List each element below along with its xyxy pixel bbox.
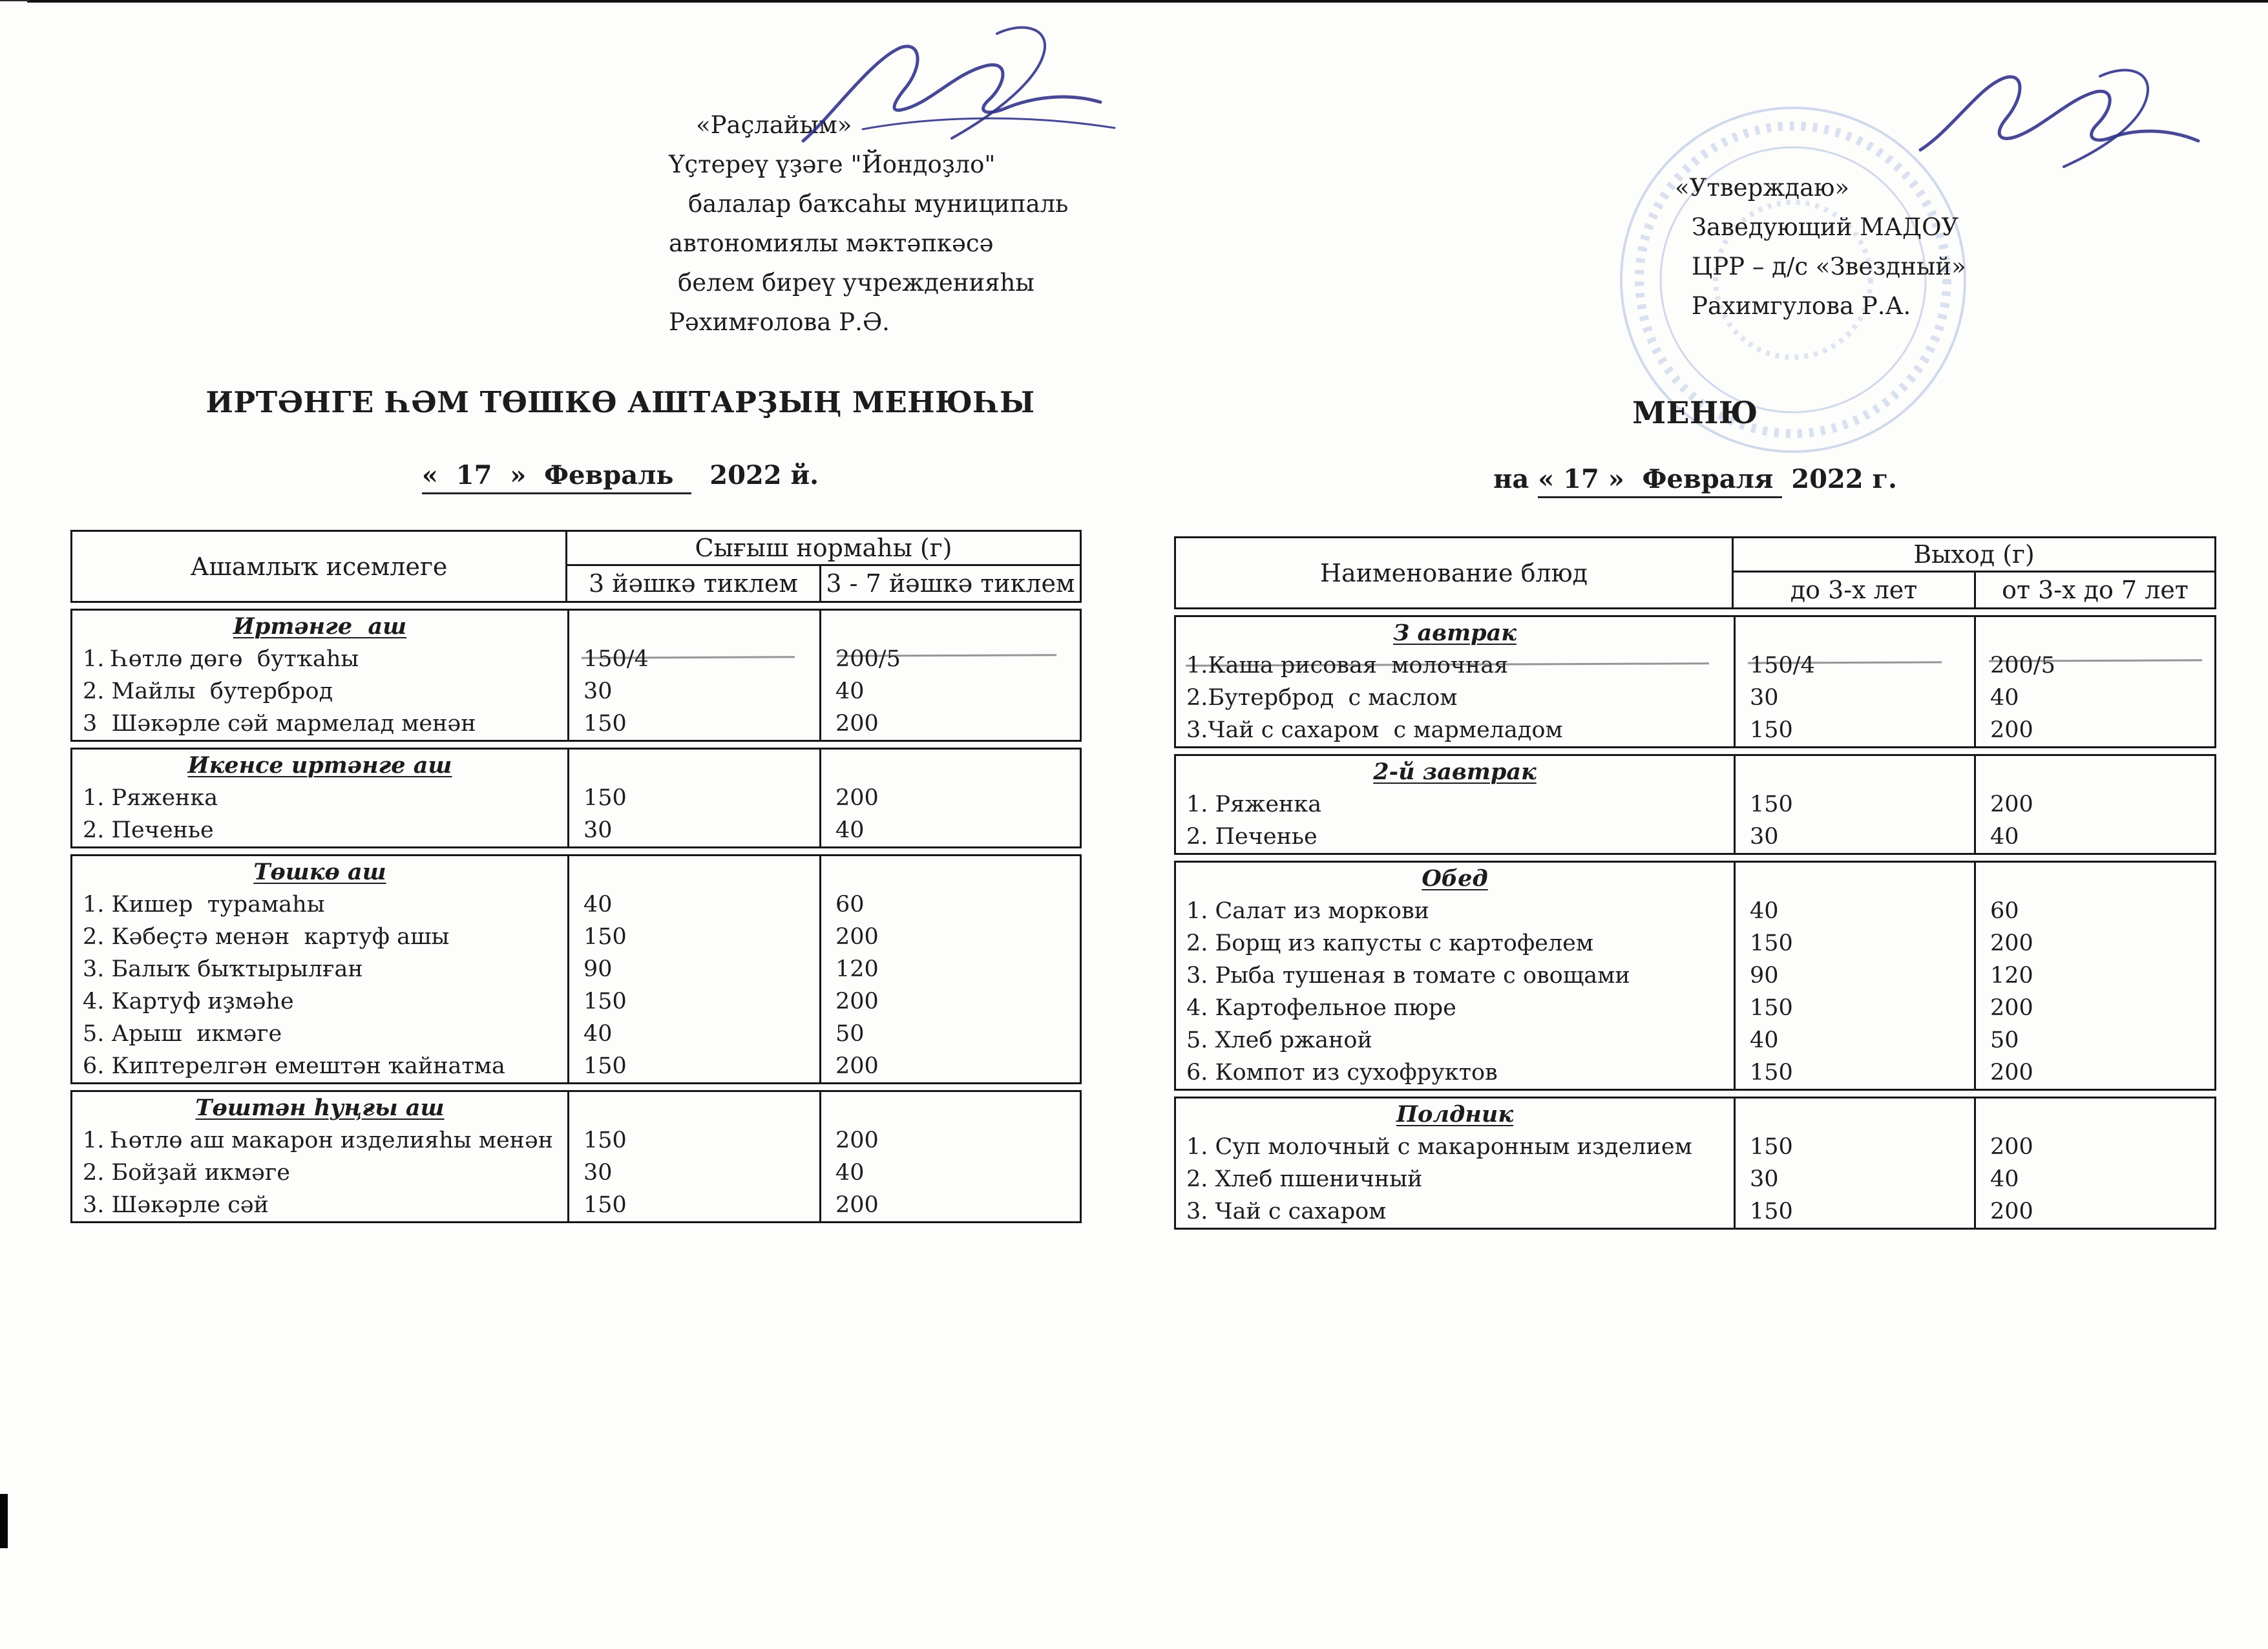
portion-value: 30 [1750, 824, 1779, 850]
spacer [1976, 756, 2214, 788]
spacer [821, 856, 1080, 888]
dish-name: 1. Һөтлө аш макарон изделияһы менән [83, 1128, 554, 1153]
portion-value: 30 [583, 678, 613, 704]
spacer [821, 750, 1080, 782]
portion-value: 50 [1990, 1027, 2019, 1053]
spacer [1736, 863, 1974, 895]
portion-value: 40 [1990, 824, 2019, 850]
dish-name: 2. Печенье [1186, 824, 1318, 850]
dish-column [1176, 863, 1734, 1089]
table-header [1174, 536, 2216, 609]
column-header-under3: 3 йәшкә тиклем [588, 569, 798, 598]
approval-line: ЦРР – д/с «Звездный» [1692, 253, 1966, 280]
dish-column [1176, 617, 1734, 746]
spacer [1976, 863, 2214, 895]
portion-value: 200 [1990, 1060, 2033, 1086]
portion-value: 40 [583, 1021, 613, 1047]
dish-column [72, 1092, 567, 1221]
dish-column [1176, 756, 1734, 853]
portion-value: 150 [1750, 1199, 1793, 1224]
dish-column [72, 856, 567, 1082]
section-title-text: Төшкө аш [253, 859, 386, 885]
section-title [72, 611, 567, 643]
portion-column-older [1974, 617, 2214, 746]
section-title-text: Полдник [1396, 1101, 1513, 1128]
dish-column [72, 750, 567, 846]
signature-ink-right-icon [1907, 52, 2211, 184]
spacer [1736, 1098, 1974, 1131]
approval-line: «Утверждаю» [1675, 174, 1849, 202]
menu-table-left [70, 530, 1082, 1223]
menu-section-afternoon [70, 1090, 1082, 1223]
portion-value: 150 [583, 989, 627, 1014]
dish-name: 3 Шәкәрле сәй мармелад менән [83, 711, 476, 737]
section-title [1176, 617, 1734, 649]
portion-value: 30 [583, 817, 613, 843]
approval-line: Заведующий МАДОУ [1692, 213, 1959, 241]
portion-column-older [819, 856, 1080, 1082]
dish-name: 2. Кәбеҫтә менән картуф ашы [83, 924, 450, 950]
portion-value: 90 [1750, 963, 1779, 989]
portion-value: 150 [583, 711, 627, 737]
portion-value: 200 [1990, 1199, 2033, 1224]
menu-section-breakfast [70, 609, 1082, 742]
portion-value: 200 [1990, 995, 2033, 1021]
portion-value: 40 [1990, 1166, 2019, 1192]
portion-value: 150 [583, 1128, 627, 1153]
dish-name: 3. Шәкәрле сәй [83, 1192, 269, 1218]
dish-name: 6. Компот из сухофруктов [1186, 1060, 1498, 1086]
portion-value: 200 [1990, 792, 2033, 817]
menu-table-right [1174, 536, 2216, 1230]
column-header-dishes: Ашамлыҡ исемлеге [72, 532, 567, 601]
date-underlined: « 17 » Февраля [1538, 464, 1782, 498]
approval-line: Рәхимғолова Р.Ә. [669, 308, 890, 336]
portion-value: 200 [835, 711, 879, 737]
approval-line: автономиялы мәктәпкәсә [669, 229, 994, 257]
portion-value: 40 [583, 892, 613, 918]
sub-headers [567, 566, 1080, 601]
portion-value: 200 [835, 1128, 879, 1153]
dish-name: 1. Кишер турамаһы [83, 892, 325, 918]
portion-value: 150 [1750, 1134, 1793, 1160]
portion-value: 120 [835, 956, 879, 982]
portion-value: 150/4 [583, 646, 649, 672]
spacer [1976, 617, 2214, 649]
section-title-text: Икенсе иртәнге аш [187, 752, 452, 779]
section-title-text: 2-й завтрак [1373, 759, 1537, 785]
signature-ink-left-icon [792, 14, 1128, 166]
date-rest: 2022 й. [691, 460, 819, 490]
dish-name: 3.Чай с сахаром с мармеладом [1186, 717, 1563, 743]
section-title-text: Иртәнге аш [233, 613, 407, 640]
section-title-text: Төштән һуңғы аш [195, 1095, 445, 1121]
portion-value: 150 [1750, 995, 1793, 1021]
portion-value: 200/5 [835, 646, 901, 672]
portion-value: 90 [583, 956, 613, 982]
portion-value: 200 [835, 989, 879, 1014]
dish-name: 1. Суп молочный с макаронным изделием [1186, 1134, 1692, 1160]
spacer [1736, 617, 1974, 649]
portion-value: 200 [1990, 930, 2033, 956]
portion-column-younger [1734, 756, 1974, 853]
portion-value: 200 [835, 1192, 879, 1218]
dish-name: 1.Каша рисовая молочная [1186, 653, 1509, 678]
portion-value: 150 [1750, 930, 1793, 956]
group-header-output: Выход (г) [1734, 538, 2214, 572]
column-header-group [567, 532, 1080, 601]
approval-line: Үҫтереү үҙәге "Йондоҙло" [669, 151, 996, 178]
menu-section-second-breakfast [70, 748, 1082, 848]
portion-value: 30 [1750, 1166, 1779, 1192]
portion-value: 150 [1750, 792, 1793, 817]
dish-name: 2. Бойҙай икмәге [83, 1160, 290, 1186]
portion-value: 60 [835, 892, 865, 918]
portion-value: 150 [1750, 1060, 1793, 1086]
portion-value: 200 [835, 1053, 879, 1079]
menu-title-right: МЕНЮ [1632, 395, 1758, 431]
section-title-text: З автрак [1393, 620, 1517, 646]
portion-value: 150 [1750, 717, 1793, 743]
date-line-right [1174, 464, 2216, 494]
menu-section-breakfast [1174, 615, 2216, 748]
spacer [569, 611, 819, 643]
portion-value: 40 [1750, 898, 1779, 924]
scan-edge-artifact [27, 0, 2268, 3]
dish-name: 2. Борщ из капусты с картофелем [1186, 930, 1594, 956]
portion-value: 60 [1990, 898, 2019, 924]
dish-name: 3. Балыҡ быҡтырылған [83, 956, 363, 982]
scan-edge-artifact [0, 0, 30, 1]
approval-block-right [1675, 168, 1966, 326]
dish-name: 1. Салат из моркови [1186, 898, 1429, 924]
menu-section-lunch [1174, 861, 2216, 1091]
portion-column-younger [567, 750, 819, 846]
spacer [1976, 1098, 2214, 1131]
portion-column-younger [1734, 617, 1974, 746]
menu-section-afternoon [1174, 1097, 2216, 1230]
portion-column-younger [1734, 863, 1974, 1089]
column-header-group [1734, 538, 2214, 607]
sub-headers [1734, 572, 2214, 607]
portion-value: 40 [1750, 1027, 1779, 1053]
portion-value: 150 [583, 924, 627, 950]
portion-column-older [1974, 1098, 2214, 1228]
dish-name: 3. Чай с сахаром [1186, 1199, 1387, 1224]
spacer [821, 1092, 1080, 1124]
portion-column-younger [567, 1092, 819, 1221]
dish-name: 2. Майлы бутерброд [83, 678, 333, 704]
portion-column-younger [567, 856, 819, 1082]
column-header-under3: до 3-х лет [1790, 576, 1918, 604]
dish-name: 1. Һөтлө дөгө бутҡаһы [83, 646, 359, 672]
dish-name: 3. Рыба тушеная в томате с овощами [1186, 963, 1630, 989]
portion-value: 30 [583, 1160, 613, 1186]
portion-value: 200 [1990, 717, 2033, 743]
date-prefix: на [1493, 464, 1538, 494]
section-title [72, 750, 567, 782]
scan-edge-artifact [0, 1494, 8, 1548]
portion-value: 40 [835, 678, 865, 704]
portion-value: 150 [583, 1053, 627, 1079]
portion-column-older [1974, 756, 2214, 853]
dish-name: 1. Ряженка [83, 785, 218, 811]
portion-value: 200 [1990, 1134, 2033, 1160]
date-underlined: « 17 » Февраль [422, 460, 692, 494]
portion-value: 120 [1990, 963, 2033, 989]
portion-column-younger [567, 611, 819, 740]
dish-name: 4. Картофельное пюре [1186, 995, 1456, 1021]
date-rest: 2022 г. [1782, 464, 1897, 494]
spacer [569, 750, 819, 782]
portion-value: 40 [1990, 685, 2019, 711]
date-line-left [129, 460, 1111, 490]
dish-column [1176, 1098, 1734, 1228]
portion-value: 150/4 [1750, 653, 1815, 678]
portion-value: 40 [835, 1160, 865, 1186]
section-title [72, 1092, 567, 1124]
dish-name: 2. Хлеб пшеничный [1186, 1166, 1423, 1192]
portion-value: 40 [835, 817, 865, 843]
portion-value: 50 [835, 1021, 865, 1047]
portion-column-older [819, 611, 1080, 740]
table-header [70, 530, 1082, 603]
dish-name: 4. Картуф иҙмәһе [83, 989, 294, 1014]
approval-line: белем биреү учрежденияһы [678, 269, 1034, 297]
menu-section-lunch [70, 854, 1082, 1084]
column-header-3to7: от 3-х до 7 лет [1974, 572, 2214, 607]
dish-name: 2.Бутерброд с маслом [1186, 685, 1458, 711]
section-title [1176, 756, 1734, 788]
spacer [1736, 756, 1974, 788]
dish-column [72, 611, 567, 740]
column-header-3to7: 3 - 7 йәшкә тиклем [819, 566, 1080, 601]
spacer [821, 611, 1080, 643]
menu-title-left: ИРТӘНГЕ ҺӘМ ТӨШКӨ АШТАРҘЫҢ МЕНЮҺЫ [205, 385, 1035, 419]
portion-value: 30 [1750, 685, 1779, 711]
portion-column-older [1974, 863, 2214, 1089]
dish-name: 5. Хлеб ржаной [1186, 1027, 1372, 1053]
portion-value: 150 [583, 1192, 627, 1218]
portion-column-older [819, 1092, 1080, 1221]
spacer [569, 856, 819, 888]
section-title [1176, 1098, 1734, 1131]
approval-line: «Раҫлайым» [696, 111, 852, 139]
portion-value: 150 [583, 785, 627, 811]
approval-line: балалар баҡсаһы муниципаль [688, 190, 1069, 218]
column-header-dishes: Наименование блюд [1176, 538, 1734, 607]
portion-value: 200 [835, 785, 879, 811]
spacer [569, 1092, 819, 1124]
section-title-text: Обед [1422, 865, 1488, 892]
portion-value: 200 [835, 924, 879, 950]
portion-column-older [819, 750, 1080, 846]
approval-line: Рахимгулова Р.А. [1692, 292, 1911, 320]
group-header-output: Сығыш нормаһы (г) [567, 532, 1080, 566]
section-title [1176, 863, 1734, 895]
portion-column-younger [1734, 1098, 1974, 1228]
menu-section-second-breakfast [1174, 754, 2216, 855]
dish-name: 5. Арыш икмәге [83, 1021, 282, 1047]
portion-value: 200/5 [1990, 653, 2055, 678]
section-title [72, 856, 567, 888]
dish-name: 2. Печенье [83, 817, 214, 843]
dish-name: 1. Ряженка [1186, 792, 1322, 817]
dish-name: 6. Киптерелгән емештән ҡайнатма [83, 1053, 505, 1079]
